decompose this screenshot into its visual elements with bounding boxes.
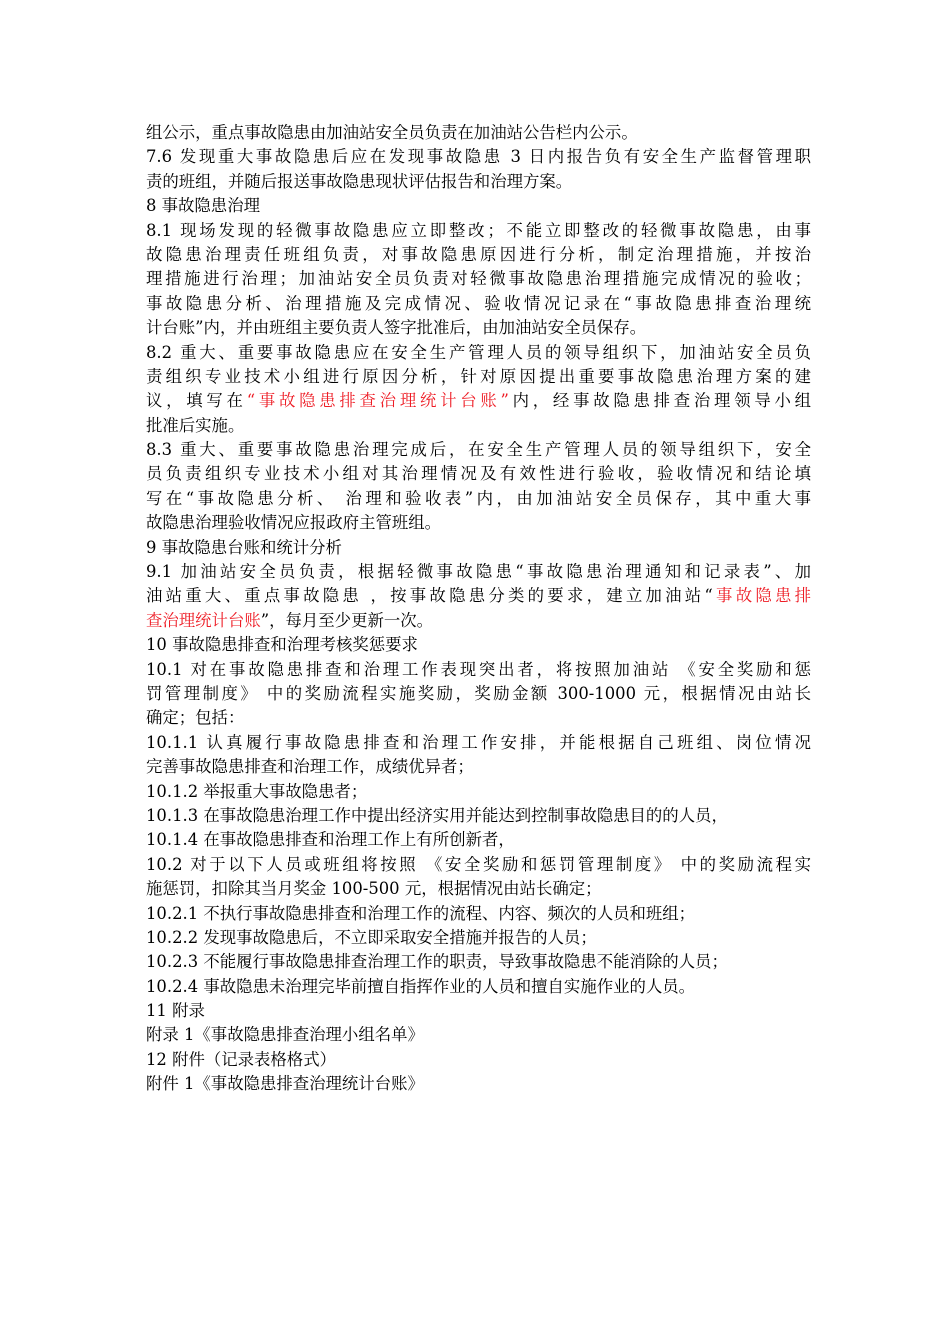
section-heading: 8 事故隐患治理 xyxy=(146,196,260,216)
section-heading: 9 事故隐患台账和统计分析 xyxy=(146,537,342,557)
text-line-mixed xyxy=(146,609,811,633)
appendix-item: 附录 1《事故隐患排查治理小组名单》 xyxy=(146,1025,424,1045)
text-line: 10.2.3 不能履行事故隐患排查治理工作的职责，导致事故隐患不能消除的人员； xyxy=(146,952,728,972)
text-line: 责的班组，并随后报送事故隐患现状评估报告和治理方案。 xyxy=(146,171,573,191)
highlighted-ledger-name: 查治理统计台账 xyxy=(146,610,261,630)
section-heading: 10 事故隐患排查和治理考核奖惩要求 xyxy=(146,635,418,655)
text-line: 10.1.3 在事故隐患治理工作中提出经济实用并能达到控制事故隐患目的的人员， xyxy=(146,805,728,825)
text-line: 故隐患治理责任班组负责，对事故隐患原因进行分析，制定治理措施，并按治 xyxy=(146,244,811,264)
text-line-mixed xyxy=(146,389,811,413)
text-line: 批准后实施。 xyxy=(146,415,245,435)
text-line: 8.2 重大、重要事故隐患应在安全生产管理人员的领导组织下，加油站安全员负 xyxy=(146,342,811,362)
text-line: 9.1 加油站安全员负责，根据轻微事故隐患“事故隐患治理通知和记录表”、加 xyxy=(146,562,811,582)
text-line: 罚管理制度》 中的奖励流程实施奖励，奖励金额 300-1000 元，根据情况由站长 xyxy=(146,683,811,703)
text-segment: ”，每月至少更新一次。 xyxy=(260,610,434,630)
text-segment: 议，填写在 xyxy=(146,391,247,411)
text-line: 8.3 重大、重要事故隐患治理完成后，在安全生产管理人员的领导组织下，安全 xyxy=(146,440,811,460)
text-line: 施惩罚，扣除其当月奖金 100-500 元，根据情况由站长确定； xyxy=(146,879,602,899)
text-line: 10.2.1 不执行事故隐患排查和治理工作的流程、内容、频次的人员和班组； xyxy=(146,903,696,923)
attachment-item: 附件 1《事故隐患排查治理统计台账》 xyxy=(146,1074,424,1094)
text-line: 10.1.4 在事故隐患排查和治理工作上有所创新者， xyxy=(146,830,515,850)
text-line: 写在“事故隐患分析、 治理和验收表”内，由加油站安全员保存，其中重大事 xyxy=(146,488,811,508)
text-line: 10.1 对在事故隐患排查和治理工作表现突出者，将按照加油站 《安全奖励和惩 xyxy=(146,659,811,679)
highlighted-ledger-name: “事故隐患排查治理统计台账” xyxy=(246,391,509,411)
text-line: 10.2 对于以下人员或班组将按照 《安全奖励和惩罚管理制度》 中的奖励流程实 xyxy=(146,854,811,874)
text-line: 事故隐患分析、治理措施及完成情况、验收情况记录在“事故隐患排查治理统 xyxy=(146,293,811,313)
text-line: 10.1.2 举报重大事故隐患者； xyxy=(146,781,368,801)
text-line: 10.1.1 认真履行事故隐患排查和治理工作安排，并能根据自己班组、岗位情况 xyxy=(146,732,811,752)
text-line: 组公示，重点事故隐患由加油站安全员负责在加油站公告栏内公示。 xyxy=(146,123,638,142)
text-line: 8.1 现场发现的轻微事故隐患应立即整改；不能立即整改的轻微事故隐患，由事 xyxy=(146,220,811,240)
text-line: 确定；包括： xyxy=(146,708,245,728)
section-heading: 12 附件（记录表格格式） xyxy=(146,1049,336,1069)
text-line: 完善事故隐患排查和治理工作，成绩优异者； xyxy=(146,757,474,777)
text-line: 理措施进行治理；加油站安全员负责对轻微事故隐患治理措施完成情况的验收； xyxy=(146,269,811,289)
text-line: 10.2.4 事故隐患未治理完毕前擅自指挥作业的人员和擅自实施作业的人员。 xyxy=(146,976,696,996)
text-line-mixed xyxy=(146,584,811,608)
text-line: 7.6 发现重大事故隐患后应在发现事故隐患 3 日内报告负有安全生产监督管理职 xyxy=(146,147,811,167)
section-heading: 11 附录 xyxy=(146,1001,205,1021)
text-line: 故隐患治理验收情况应报政府主管班组。 xyxy=(146,513,442,533)
text-segment: 油站重大、重点事故隐患 ，按事故隐患分类的要求，建立加油站“ xyxy=(146,586,713,606)
text-segment: 内，经事故隐患排查治理领导小组 xyxy=(508,391,812,411)
text-line: 员负责组织专业技术小组对其治理情况及有效性进行验收，验收情况和结论填 xyxy=(146,464,811,484)
text-line: 10.2.2 发现事故隐患后，不立即采取安全措施并报告的人员； xyxy=(146,927,597,947)
document-body xyxy=(146,121,811,1097)
text-line: 责组织专业技术小组进行原因分析，针对原因提出重要事故隐患治理方案的建 xyxy=(146,366,811,386)
highlighted-ledger-name: 事故隐患排 xyxy=(712,586,812,606)
text-line: 计台账”内，并由班组主要负责人签字批准后，由加油站安全员保存。 xyxy=(146,318,647,338)
